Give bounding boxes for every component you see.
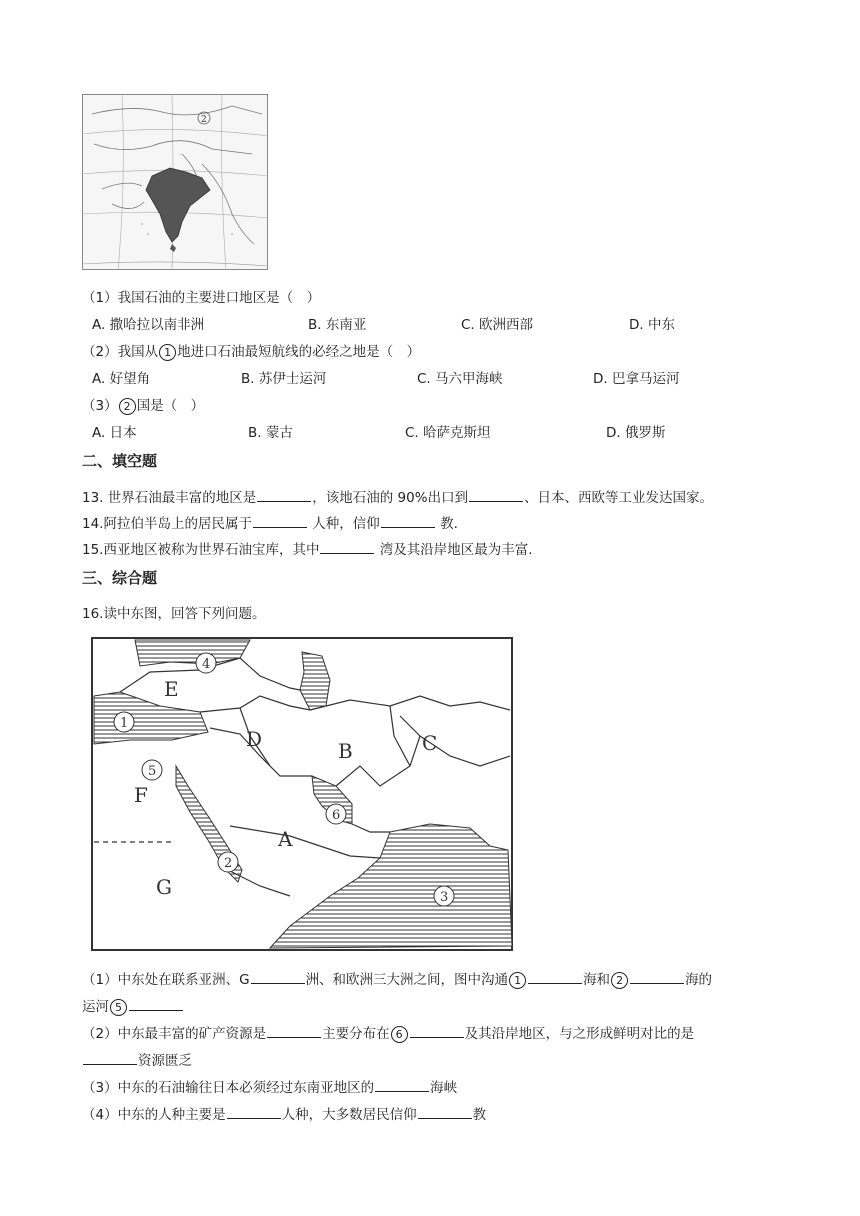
south-asia-map-svg [82,94,268,270]
answer-blank[interactable] [630,969,684,984]
map-num-1: 1 [120,716,129,731]
q16-sub1-line2: 运河 5 [82,996,184,1017]
answer-blank[interactable] [83,1050,137,1065]
map-num-5: 5 [148,764,157,779]
q13: 13. 世界石油最丰富的地区是 ，该地石油的 90%出口到 、日本、西欧等工业发达国家。 [82,487,713,508]
map-label-e: E [164,677,179,701]
answer-blank[interactable] [253,513,307,528]
q12-sub2-option-c[interactable]: C. 马六甲海峡 [417,371,503,387]
map-label-f: F [134,783,148,807]
q16-sub2-line2: 资源匮乏 [82,1050,192,1071]
q12-sub2-stem: （2）我国从 1 地进口石油最短航线的必经之地是（ ） [82,344,421,360]
circle-marker: 1 [159,344,176,361]
q12-sub1-option-a[interactable]: A. 撒哈拉以南非洲 [92,317,205,333]
q12-sub1-stem: （1）我国石油的主要进口地区是（ ） [82,290,321,306]
q12-sub1-option-b[interactable]: B. 东南亚 [308,317,367,333]
answer-blank[interactable] [381,513,435,528]
q16-sub3: （3）中东的石油输往日本必须经过东南亚地区的 海峡 [82,1077,457,1098]
q12-sub3-option-d[interactable]: D. 俄罗斯 [606,425,666,441]
circle-marker: 6 [391,1026,408,1043]
south-asia-map [82,94,268,270]
answer-blank[interactable] [267,1023,321,1038]
q12-sub3-option-b[interactable]: B. 蒙古 [248,425,293,441]
answer-blank[interactable] [227,1104,281,1119]
answer-blank[interactable] [320,539,374,554]
map-label-c: C [422,731,438,755]
section-fill-blank-title: 二、填空题 [82,452,158,470]
q12-sub3-option-c[interactable]: C. 哈萨克斯坦 [405,425,491,441]
map-num-2: 2 [224,856,233,871]
q12-sub1-option-c[interactable]: C. 欧洲西部 [461,317,534,333]
q12-sub3-option-a[interactable]: A. 日本 [92,425,137,441]
answer-blank[interactable] [528,969,582,984]
map-label-g: G [156,875,172,899]
q12-sub2-option-b[interactable]: B. 苏伊士运河 [241,371,327,387]
map-label-a: A [278,827,293,851]
q12-sub2-option-d[interactable]: D. 巴拿马运河 [593,371,680,387]
map-num-3: 3 [440,890,449,905]
q15: 15.西亚地区被称为世界石油宝库，其中 湾及其沿岸地区最为丰富. [82,539,533,560]
q16-sub1-line1: （1）中东处在联系亚洲、G 洲、和欧洲三大洲之间，图中沟通 1 海和 2 海的 [82,969,712,990]
q16-sub4: （4）中东的人种主要是 人种，大多数居民信仰 教 [82,1104,486,1125]
answer-blank[interactable] [410,1023,464,1038]
answer-blank[interactable] [375,1077,429,1092]
map-label-d: D [246,727,263,751]
q14: 14.阿拉伯半岛上的居民属于 人种，信仰 教. [82,513,458,534]
q12-sub1-option-d[interactable]: D. 中东 [629,317,675,333]
answer-blank[interactable] [251,969,305,984]
q16-stem: 16.读中东图，回答下列问题。 [82,606,266,622]
middle-east-map-svg [90,636,516,954]
section-comprehensive-title: 三、综合题 [82,569,158,587]
q12-sub2-option-a[interactable]: A. 好望角 [92,371,151,387]
q12-sub3-stem: （3） 2 国是（ ） [82,398,205,414]
map-num-4: 4 [202,657,211,672]
circle-marker: 2 [119,398,136,415]
map1-label: 2 [201,115,207,125]
answer-blank[interactable] [257,487,311,502]
circle-marker: 2 [611,972,628,989]
map-label-b: B [338,739,353,763]
circle-marker: 1 [509,972,526,989]
map-num-6: 6 [332,808,341,823]
middle-east-map [90,636,516,954]
answer-blank[interactable] [469,487,523,502]
circle-marker: 5 [110,999,127,1016]
q16-sub2-line1: （2）中东最丰富的矿产资源是 主要分布在 6 及其沿岸地区，与之形成鲜明对比的是 [82,1023,694,1044]
answer-blank[interactable] [129,996,183,1011]
answer-blank[interactable] [418,1104,472,1119]
